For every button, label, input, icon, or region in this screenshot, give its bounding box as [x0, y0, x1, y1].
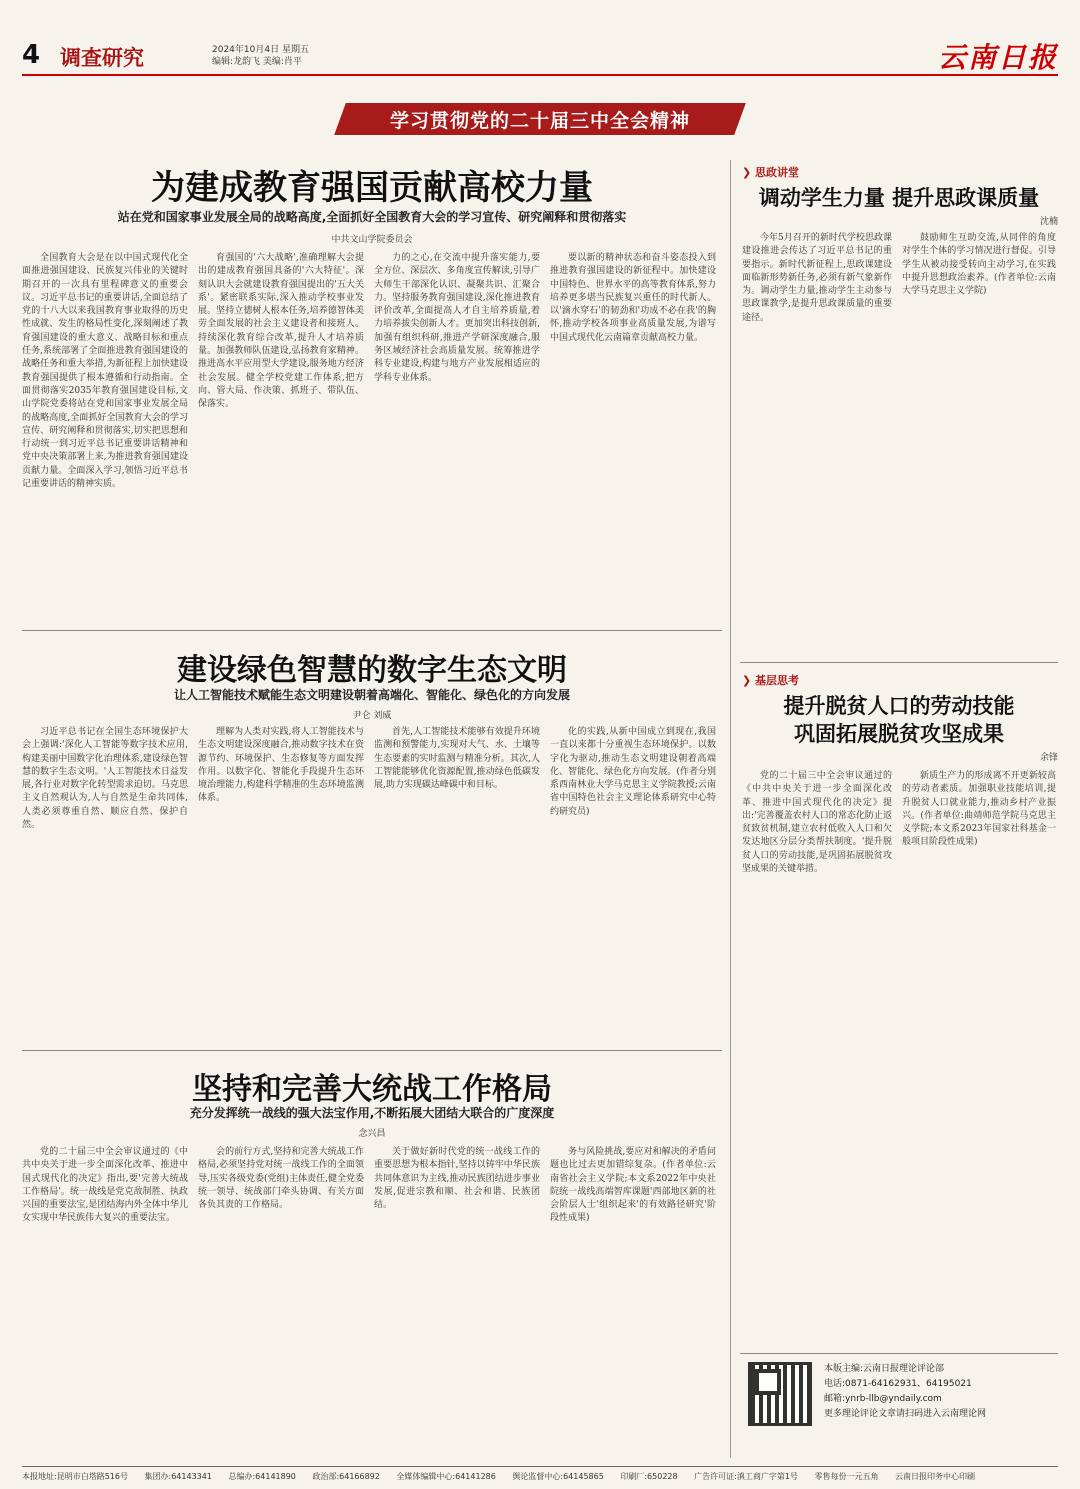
article3-text-3: 关于做好新时代党的统一战线工作的重要思想为根本指针,坚持以铸牢中华民族共同体意识为主线,推动民族团结进步事业发展,促进宗教和顺、社会和谐、民族团结。 — [374, 1147, 540, 1211]
chevron-right-icon: ❯ — [742, 166, 756, 179]
sidebar2-byline: 余锋 — [1039, 753, 1058, 763]
article2-text-3: 首先,人工智能技术能够有效提升环境监测和预警能力,实现对大气、水、土壤等生态要素的实时监测与精准分析。其次,人工智能能够优化资源配置,推动绿色低碳发展,助力实现碳达峰碳中和目标。 — [374, 727, 540, 791]
divider — [22, 1050, 722, 1051]
article1-headline: 为建成教育强国贡献高校力量 — [151, 168, 593, 208]
article1-byline: 中共文山学院委员会 — [331, 235, 413, 245]
article1-text-3: 力的之心,在交流中提升落实能力,要全方位、深层次、多角度宣传解读,引导广大师生干部深化认识、凝聚共识、汇聚合力。坚持服务教育强国建设,深化推进教育评价改革,全面提高人才自主培养质量,着力培养拔尖创新人才。更加突出科技创新,加强有组织科研,推进产学研深度融合,服务区域经济社会高质量发展。统筹推进学科专业建设,构建与地方产业发展相适应的学科专业体系。 — [374, 253, 540, 383]
article1-column-2 — [198, 252, 364, 622]
article2-subtitle: 让人工智能技术赋能生态文明建设朝着高端化、智能化、绿色化的方向发展 — [173, 688, 570, 702]
article2-column-3 — [374, 726, 540, 1041]
article3-column-2 — [198, 1146, 364, 1458]
article3-text-1: 党的二十届三中全会审议通过的《中共中央关于进一步全面深化改革、推进中国式现代化的决定》指出,要'完善大统战工作格局'。统一战线是党克敌制胜、执政兴国的重要法宝,是团结海内外全体中华儿女实现中华民族伟大复兴的重要法宝。 — [22, 1147, 188, 1224]
footer-item: 广告许可证:滇工商广字第1号 — [694, 1472, 798, 1481]
article3-column-4 — [550, 1146, 716, 1458]
sidebar1-byline: 沈楠 — [1039, 217, 1058, 227]
article1-text-1: 全国教育大会是在以中国式现代化全面推进强国建设、民族复兴伟业的关键时期召开的一次具有里程碑意义的重要会议。习近平总书记的重要讲话,全面总结了党的十八大以来我国教育事业取得的历史性成就、发生的格局性变化,深刻阐述了教育强国建设的重大意义、战略目标和重点任务,系统部署了全面推进教育强国建设的战略任务和重大举措,为新征程上加快建设教育强国提供了根本遵循和行动指南。全面贯彻落实2035年教育强国建设目标,文山学院党委将站在党和国家事业发展全局的战略高度,全面抓好全国教育大会的学习宣传、研究阐释和贯彻落实,切实把思想和行动统一到习近平总书记重要讲话精神和党中央决策部署上来,为推进教育强国建设贡献力量。全面深入学习,领悟习近平总书记重要讲话的精神实质。 — [22, 253, 188, 490]
footer-item: 舆论监督中心:64145865 — [512, 1472, 604, 1481]
divider — [740, 662, 1058, 663]
sidebar1-headline: 调动学生力量 提升思政课质量 — [758, 186, 1040, 210]
sidebar1-label — [742, 164, 799, 180]
footer-item: 全媒体编辑中心:64141286 — [396, 1472, 496, 1481]
sidebar2-headline-line-2: 巩固拓展脱贫攻坚成果 — [794, 722, 1004, 746]
page-footer — [22, 1466, 1058, 1482]
article1-column-1 — [22, 252, 188, 622]
header-date: 2024年10月4日 星期五 — [212, 45, 309, 55]
sidebar1-column-1 — [742, 232, 892, 652]
section-title: 调查研究 — [60, 46, 144, 70]
footer-item: 政治部:64166892 — [312, 1472, 380, 1481]
article1-subtitle: 站在党和国家事业发展全局的战略高度,全面抓好全国教育大会的学习宣传、研究阐释和贯彻落实 — [117, 210, 627, 224]
contact-info — [824, 1362, 986, 1422]
sidebar2-column-2 — [902, 770, 1056, 1340]
info-email[interactable]: 邮箱:ynrb-llb@yndaily.com — [824, 1394, 942, 1404]
article3-text-2: 会的前行方式,坚持和完善大统战工作格局,必须坚持党对统一战线工作的全面领导,压实各级党委(党组)主体责任,健全党委统一领导、统战部门牵头协调、有关方面各负其责的工作格局。 — [198, 1147, 364, 1211]
divider — [22, 630, 722, 631]
article3-text-4: 务与风险挑战,要应对和解决的矛盾问题也比过去更加错综复杂。(作者单位:云南省社会主义学院;本文系2022年中央社院统一战线高端智库课题'西部地区新的社会阶层人士'组织起来'的有效路径研究'阶段性成果) — [550, 1147, 716, 1224]
header-rule — [22, 74, 1058, 76]
info-editor: 本版主编:云南日报理论评论部 — [824, 1364, 945, 1374]
column-separator — [730, 160, 731, 1458]
article1-text-2: 育强国的'六大战略',准确理解大会提出的建成教育强国具备的'六大特征'。深刻认识大会就建设教育强国提出的'五大关系'。紧密联系实际,深入推动学校事业发展。坚持立德树人根本任务,培养德智体美劳全面发展的社会主义建设者和接班人。持续深化教育综合改革,提升人才培养质量。加强教师队伍建设,弘扬教育家精神。推进高水平应用型大学建设,服务地方经济社会发展。健全学校党建工作体系,把方向、管大局、作决策、抓班子、带队伍、保落实。 — [198, 253, 364, 410]
article3-byline: 念兴昌 — [358, 1129, 386, 1139]
theme-banner — [320, 95, 760, 143]
article2-byline: 尹仑 刘威 — [352, 711, 392, 721]
info-phone: 电话:0871-64162931、64195021 — [824, 1379, 972, 1389]
article3-headline: 坚持和完善大统战工作格局 — [192, 1072, 552, 1107]
article2-column-2 — [198, 726, 364, 1041]
article2-text-4: 化的实践,从新中国成立到现在,我国一直以来都十分重视生态环境保护。以数字化为驱动,推动生态文明建设朝着高端化、智能化、绿色化方向发展。(作者分别系西南林业大学马克思主义学院教授;云南省中国特色社会主义理论体系研究中心特约研究员) — [550, 727, 716, 817]
article1-column-4 — [550, 252, 716, 622]
sidebar2-headline-line-1: 提升脱贫人口的劳动技能 — [783, 694, 1015, 718]
header-editors: 编辑:龙韵飞 美编:肖平 — [212, 57, 302, 67]
article3-subtitle: 充分发挥统一战线的强大法宝作用,不断拓展大团结大联合的广度深度 — [189, 1106, 555, 1120]
article3-column-1 — [22, 1146, 188, 1458]
newspaper-logo: 云南日报 — [937, 41, 1058, 74]
qr-code-icon[interactable] — [748, 1362, 812, 1426]
article2-headline: 建设绿色智慧的数字生态文明 — [177, 653, 567, 688]
chevron-right-icon: ❯ — [742, 674, 756, 687]
sidebar2-text-2: 新质生产力的形成离不开更新较高的劳动者素质。加强职业技能培训,提升脱贫人口就业能力,推动乡村产业振兴。(作者单位:曲靖师范学院马克思主义学院;本文系2023年国家社科基金一般项目阶段性成果) — [902, 771, 1056, 848]
sidebar2-label — [742, 672, 799, 688]
page-number: 4 — [22, 40, 41, 70]
sidebar1-text-1: 今年5月召开的新时代学校思政课建设推进会传达了习近平总书记的重要指示。新时代新征程上,思政课建设面临新形势新任务,必须有新气象新作为。调动学生力量,推动学生主动参与思政课教学,是提升思政课质量的重要途径。 — [742, 233, 892, 323]
contact-info-box — [740, 1353, 1058, 1435]
info-scan-note: 更多理论评论文章请扫码进入云南理论网 — [824, 1409, 987, 1419]
sidebar2-label-text: 基层思考 — [755, 674, 800, 687]
footer-item: 印刷厂:650228 — [620, 1472, 678, 1481]
article2-column-1 — [22, 726, 188, 1041]
sidebar1-text-2: 鼓励师生互助交流,从同伴的角度对学生个体的学习情况进行督促。引导学生从被动接受转向主动学习,在实践中提升思想政治素养。(作者单位:云南大学马克思主义学院) — [902, 233, 1056, 297]
article2-text-2: 理解为人类对实践,将人工智能技术与生态文明建设深度融合,推动数字技术在资源节约、环境保护、生态修复等方面发挥作用。以数字化、智能化手段提升生态环境治理能力,构建科学精准的生态环境监测体系。 — [198, 727, 364, 804]
article2-column-4 — [550, 726, 716, 1041]
footer-item: 集团办:64143341 — [144, 1472, 212, 1481]
article2-text-1: 习近平总书记在全国生态环境保护大会上强调:'深化人工智能等数字技术应用,构建美丽中国数字化治理体系,建设绿色智慧的数字生态文明。'人工智能技术日益发展,各行业对数字化转型需求迫切。马克思主义自然观认为,人与自然是生命共同体,人类必须尊重自然、顺应自然、保护自然。 — [22, 727, 188, 831]
banner-text: 学习贯彻党的二十届三中全会精神 — [389, 110, 690, 132]
article3-column-3 — [374, 1146, 540, 1458]
footer-item: 本报地址:昆明市白塔路516号 — [22, 1472, 128, 1481]
sidebar1-label-text: 思政讲堂 — [755, 166, 800, 179]
footer-item: 总编办:64141890 — [228, 1472, 296, 1481]
sidebar1-column-2 — [902, 232, 1056, 652]
header-info — [212, 44, 309, 68]
article1-column-3 — [374, 252, 540, 622]
sidebar2-text-1: 党的二十届三中全会审议通过的《中共中央关于进一步全面深化改革、推进中国式现代化的决定》提出:'完善覆盖农村人口的常态化防止返贫致贫机制,建立农村低收入人口和欠发达地区分层分类帮扶制度。'提升脱贫人口的劳动技能,是巩固拓展脱贫攻坚成果的关键举措。 — [742, 771, 892, 875]
article1-text-4: 要以新的精神状态和奋斗姿态投入到推进教育强国建设的新征程中。加快建设中国特色、世界水平的高等教育体系,努力培养更多堪当民族复兴重任的时代新人。以'滴水穿石'的韧劲和'功成不必在我'的胸怀,推动学校各项事业高质量发展,为谱写中国式现代化云南篇章贡献高校力量。 — [550, 253, 716, 343]
footer-item: 零售每份一元五角 — [814, 1472, 879, 1481]
sidebar2-column-1 — [742, 770, 892, 1340]
footer-item: 云南日报印务中心印刷 — [895, 1472, 976, 1481]
